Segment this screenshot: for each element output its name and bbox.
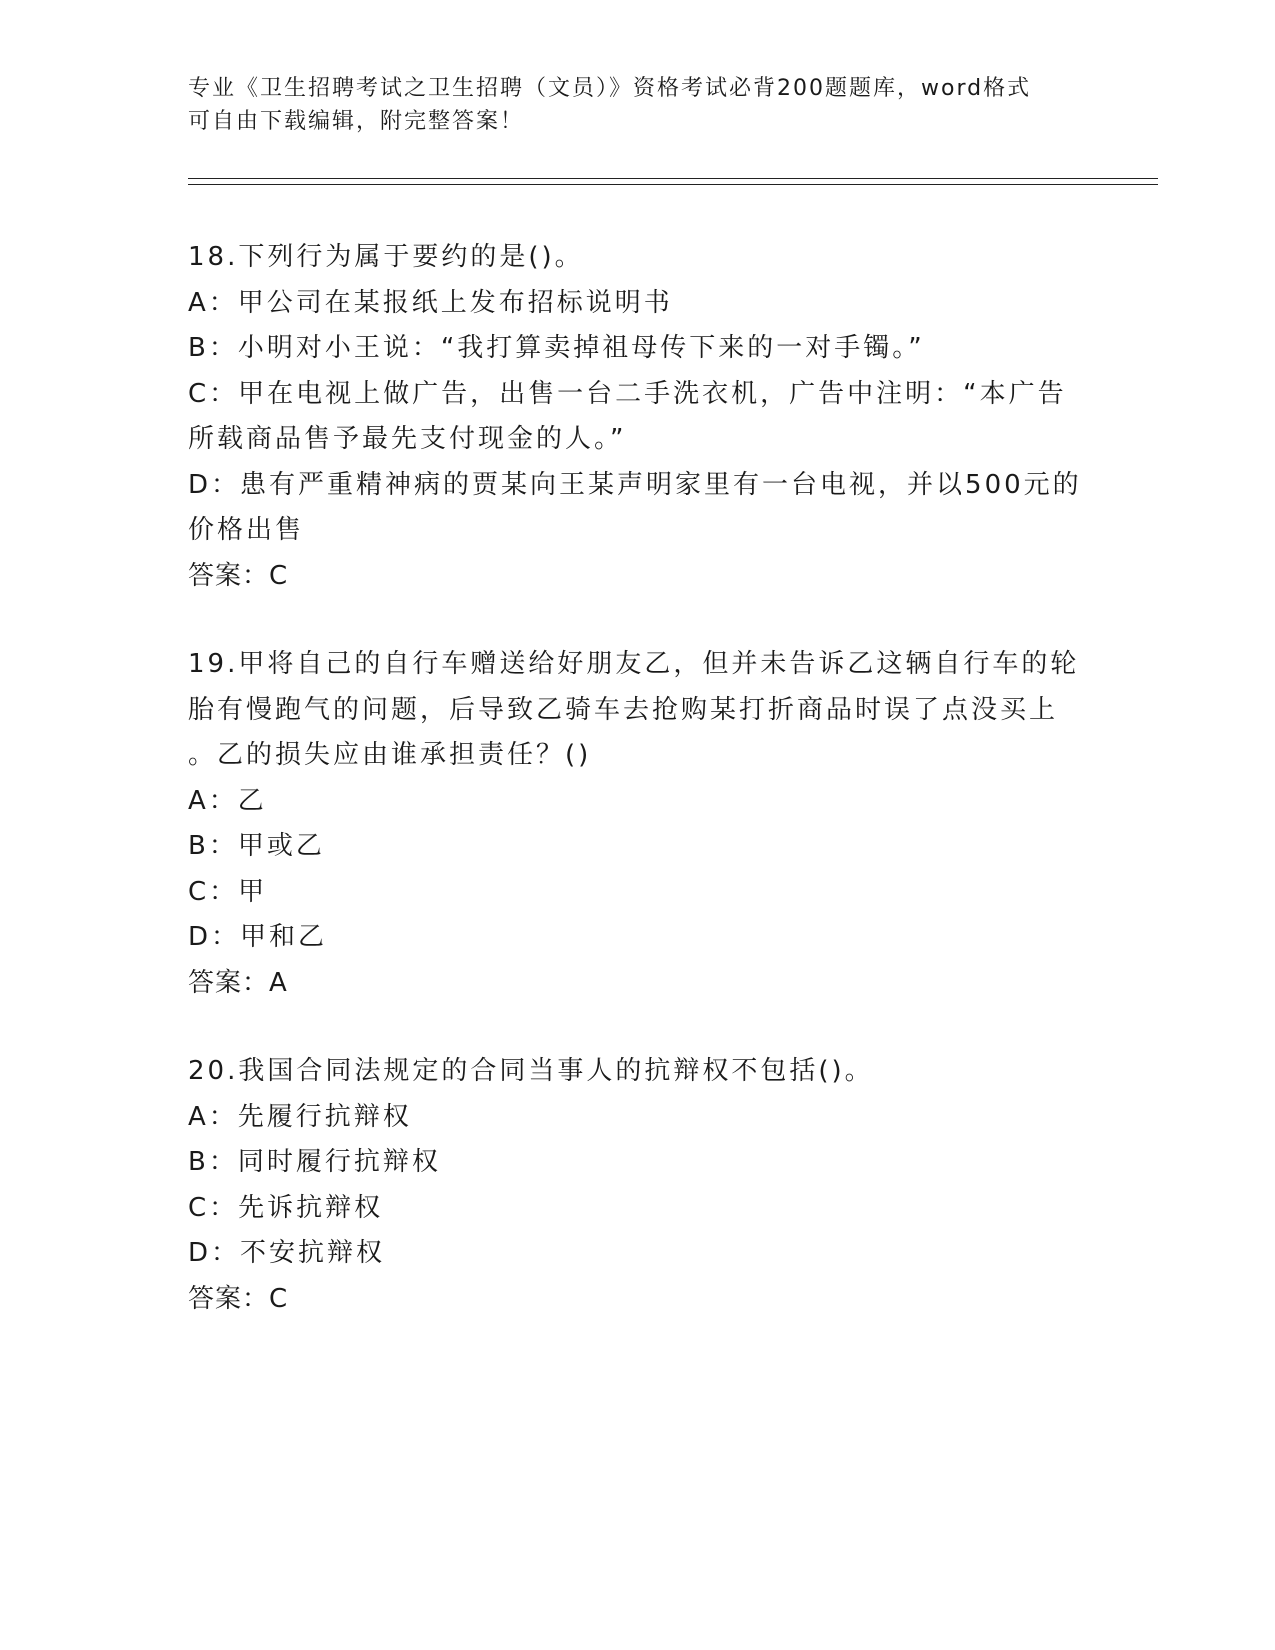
question-19 bbox=[188, 642, 1088, 1006]
question-stem: 19.甲将自己的自行车赠送给好朋友乙，但并未告诉乙这辆自行车的轮 bbox=[188, 649, 1080, 679]
document-header bbox=[188, 72, 1088, 138]
question-18 bbox=[188, 235, 1088, 599]
header-divider bbox=[188, 178, 1158, 185]
question-20 bbox=[188, 1049, 1088, 1322]
option-c-continued: 所载商品售予最先支付现金的人。” bbox=[188, 424, 627, 454]
option-a: A：先履行抗辩权 bbox=[188, 1101, 412, 1132]
option-a: A：甲公司在某报纸上发布招标说明书 bbox=[188, 287, 673, 318]
option-b: B：小明对小王说：“我打算卖掉祖母传下来的一对手镯。” bbox=[188, 333, 925, 363]
header-title-line-1: 专业《卫生招聘考试之卫生招聘（文员）》资格考试必背200题题库，word格式 bbox=[188, 76, 1032, 101]
option-c: C：甲 bbox=[188, 876, 268, 907]
question-stem: 20.我国合同法规定的合同当事人的抗辩权不包括()。 bbox=[188, 1056, 874, 1086]
option-a: A：乙 bbox=[188, 785, 267, 816]
answer: 答案：C bbox=[188, 1283, 289, 1314]
question-stem: 18.下列行为属于要约的是()。 bbox=[188, 242, 584, 272]
option-d: D：患有严重精神病的贾某向王某声明家里有一台电视，并以500元的 bbox=[188, 469, 1082, 500]
answer: 答案：A bbox=[188, 967, 288, 998]
option-d-continued: 价格出售 bbox=[188, 515, 305, 545]
option-b: B：同时履行抗辩权 bbox=[188, 1147, 441, 1177]
header-title-line-2: 可自由下载编辑，附完整答案！ bbox=[188, 109, 525, 134]
option-d: D：甲和乙 bbox=[188, 922, 328, 952]
option-c: C：甲在电视上做广告，出售一台二手洗衣机，广告中注明：“本广告 bbox=[188, 378, 1067, 409]
option-b: B：甲或乙 bbox=[188, 831, 325, 861]
question-stem-continued: 。乙的损失应由谁承担责任？() bbox=[188, 740, 592, 770]
option-c: C：先诉抗辩权 bbox=[188, 1192, 384, 1223]
answer: 答案：C bbox=[188, 560, 289, 591]
option-d: D：不安抗辩权 bbox=[188, 1238, 386, 1268]
question-stem-continued: 胎有慢跑气的问题，后导致乙骑车去抢购某打折商品时误了点没买上 bbox=[188, 694, 1059, 725]
question-list bbox=[188, 235, 1088, 1365]
